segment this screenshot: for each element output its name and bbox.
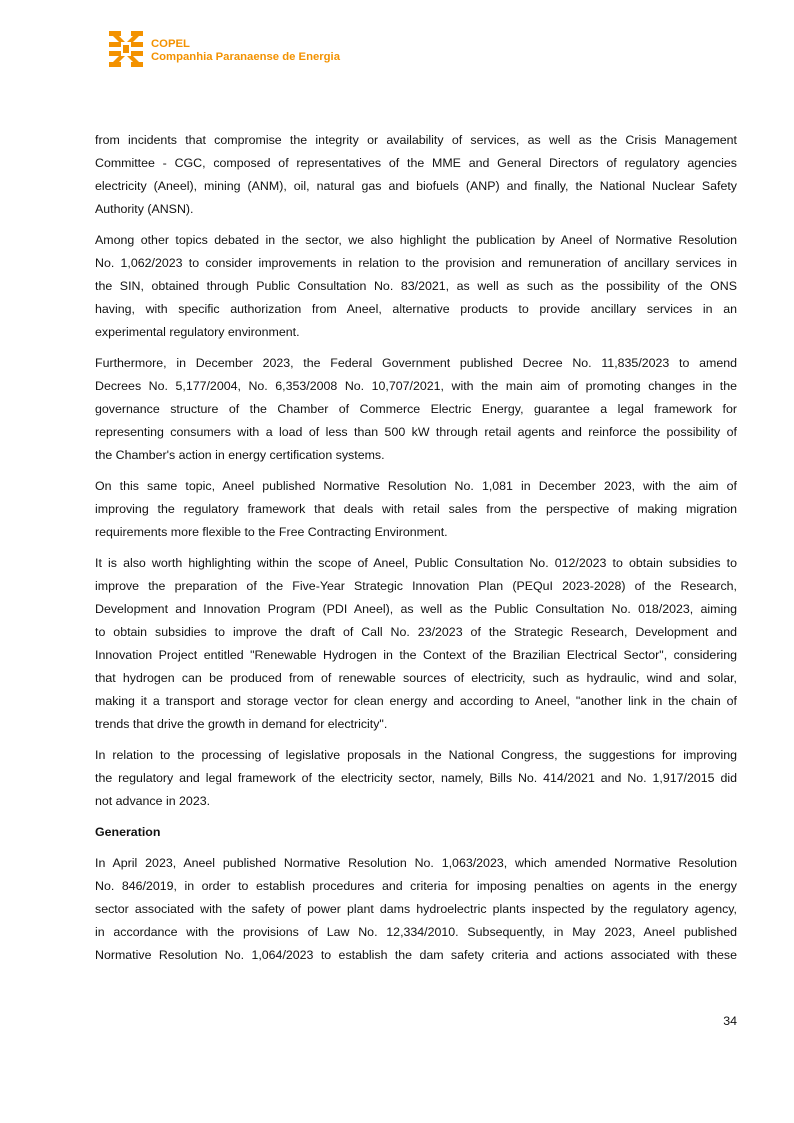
- body-line: electricity (Aneel), mining (ANM), oil, natural gas and biofuels (ANP) and finally, the National Nuclear Safety: [95, 179, 737, 193]
- body-line: the regulatory and legal framework of the electricity sector, namely, Bills No. 414/2021 and No. 1,917/2015 did: [95, 771, 737, 785]
- body-line: No. 846/2019, in order to establish procedures and criteria for imposing penalties on agents in the energy: [95, 879, 737, 893]
- body-line: Authority (ANSN).: [95, 202, 194, 216]
- body-line: having, with specific authorization from Aneel, alternative products to provide ancillary services in an: [95, 302, 737, 316]
- body-line: sector associated with the safety of power plant dams hydroelectric plants inspected by the regulatory agency,: [95, 902, 737, 916]
- body-line: not advance in 2023.: [95, 794, 211, 808]
- body-line: improving the regulatory framework that deals with retail sales from the perspective of making migration: [95, 502, 737, 516]
- body-line: Decrees No. 5,177/2004, No. 6,353/2008 No. 10,707/2021, with the main aim of promoting changes in the: [95, 379, 737, 393]
- body-line: Committee - CGC, composed of representatives of the MME and General Directors of regulatory agencies: [95, 156, 737, 170]
- body-line: Normative Resolution No. 1,064/2023 to establish the dam safety criteria and actions associated with these: [95, 948, 737, 962]
- section-heading: Generation: [95, 825, 161, 839]
- body-line: No. 1,062/2023 to consider improvements in relation to the provision and remuneration of ancillary services in: [95, 256, 737, 270]
- body-line: the Chamber's action in energy certification systems.: [95, 448, 385, 462]
- body-line: that hydrogen can be produced from of renewable sources of electricity, such as hydraulic, wind and solar,: [95, 671, 737, 685]
- body-line: in accordance with the provisions of Law No. 12,334/2010. Subsequently, in May 2023, Aneel published: [95, 925, 737, 939]
- brand-name: COPEL: [151, 38, 190, 50]
- body-line: to obtain subsidies to improve the draft of Call No. 23/2023 of the Strategic Research, Development and: [95, 625, 737, 639]
- body-line: improve the preparation of the Five-Year Strategic Innovation Plan (PEQuI 2023-2028) of the Research,: [95, 579, 737, 593]
- body-line: representing consumers with a load of less than 500 kW through retail agents and reinforce the possibility of: [95, 425, 737, 439]
- page-number: 34: [723, 1014, 737, 1028]
- body-line: Development and Innovation Program (PDI Aneel), as well as the Public Consultation No. 018/2023, aiming: [95, 602, 737, 616]
- copel-logo-icon: [108, 31, 144, 67]
- body-line: It is also worth highlighting within the scope of Aneel, Public Consultation No. 012/2023 to obtain subsidies to: [95, 556, 737, 570]
- brand-full-name: Companhia Paranaense de Energia: [151, 51, 340, 63]
- body-line: In April 2023, Aneel published Normative Resolution No. 1,063/2023, which amended Normative Resolution: [95, 856, 737, 870]
- body-line: experimental regulatory environment.: [95, 325, 300, 339]
- body-line: Furthermore, in December 2023, the Federal Government published Decree No. 11,835/2023 to amend: [95, 356, 737, 370]
- body-line: requirements more flexible to the Free Contracting Environment.: [95, 525, 448, 539]
- body-line: trends that drive the growth in demand for electricity".: [95, 717, 388, 731]
- body-line: On this same topic, Aneel published Normative Resolution No. 1,081 in December 2023, with the aim of: [95, 479, 737, 493]
- body-line: Innovation Project entitled "Renewable Hydrogen in the Context of the Brazilian Electrical Sector", considering: [95, 648, 737, 662]
- body-line: from incidents that compromise the integrity or availability of services, as well as the Crisis Management: [95, 133, 737, 147]
- body-line: making it a transport and storage vector for clean energy and according to Aneel, "another link in the chain of: [95, 694, 737, 708]
- body-line: governance structure of the Chamber of Commerce Electric Energy, guarantee a legal framework for: [95, 402, 737, 416]
- body-line: the SIN, obtained through Public Consultation No. 83/2021, as well as such as the possibility of the ONS: [95, 279, 737, 293]
- body-line: Among other topics debated in the sector, we also highlight the publication by Aneel of Normative Resolution: [95, 233, 737, 247]
- body-line: In relation to the processing of legislative proposals in the National Congress, the suggestions for improving: [95, 748, 737, 762]
